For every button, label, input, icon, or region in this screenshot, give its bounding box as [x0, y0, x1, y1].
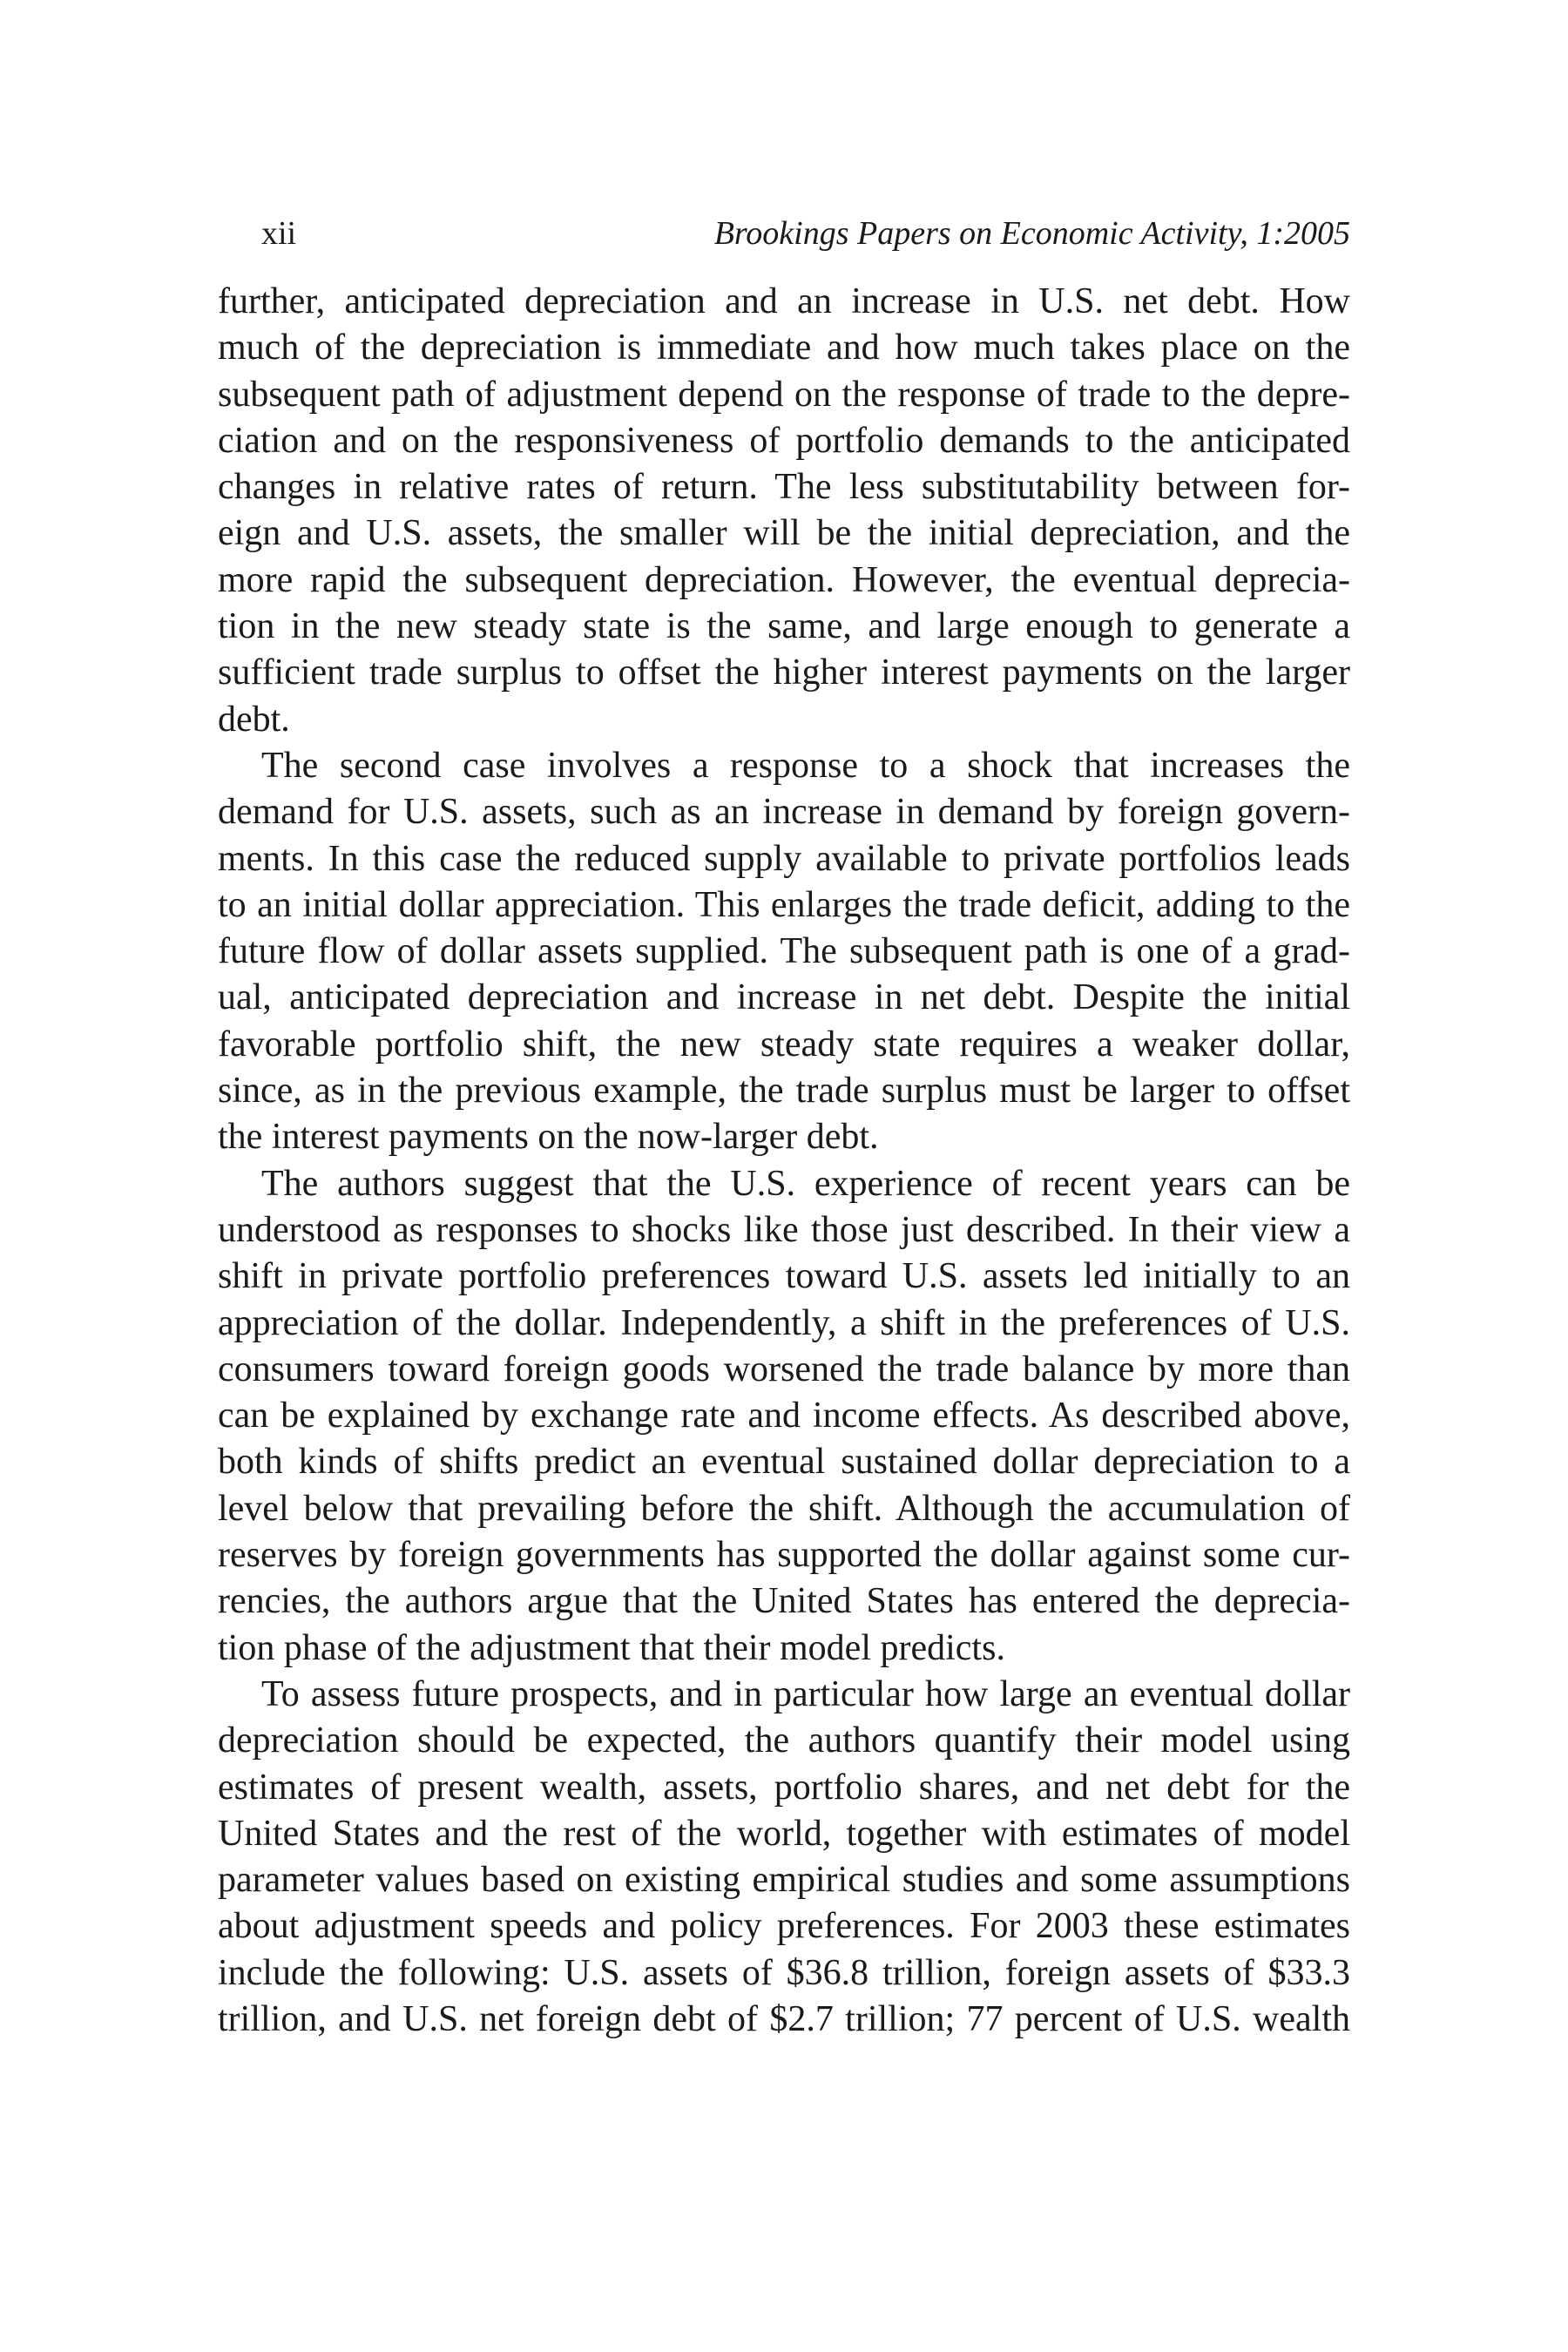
running-head [218, 207, 1350, 260]
text-line: much of the depreciation is immediate and how much takes place on the [218, 328, 1350, 368]
text-line: level below that prevailing before the shift. Although the accumulation of [218, 1488, 1350, 1529]
text-line: more rapid the subsequent depreciation. However, the eventual deprecia- [218, 559, 1350, 600]
text-line: tion phase of the adjustment that their model predicts. [218, 1627, 1005, 1668]
body-text [218, 279, 1350, 2043]
text-line: The authors suggest that the U.S. experience of recent years can be [261, 1163, 1350, 1204]
text-line: debt. [218, 699, 290, 740]
text-line: United States and the rest of the world, together with estimates of model [218, 1813, 1350, 1854]
text-line: consumers toward foreign goods worsened the trade balance by more than [218, 1348, 1350, 1389]
text-line: both kinds of shifts predict an eventual sustained dollar depreciation to a [218, 1442, 1350, 1483]
journal-title: Brookings Papers on Economic Activity, 1:2005 [713, 215, 1350, 252]
text-line: future flow of dollar assets supplied. The subsequent path is one of a grad- [218, 931, 1350, 972]
text-line: appreciation of the dollar. Independently, a shift in the preferences of U.S. [218, 1302, 1350, 1343]
text-line: subsequent path of adjustment depend on the response of trade to the depre- [218, 374, 1350, 415]
paragraph [218, 743, 1350, 1161]
text-line: The second case involves a response to a shock that increases the [261, 745, 1350, 786]
text-line: To assess future prospects, and in particular how large an eventual dollar [261, 1673, 1350, 1714]
text-line: ciation and on the responsiveness of portfolio demands to the anticipated [218, 420, 1350, 461]
text-line: parameter values based on existing empirical studies and some assumptions [218, 1860, 1350, 1901]
text-line: about adjustment speeds and policy preferences. For 2003 these estimates [218, 1906, 1350, 1947]
text-line: can be explained by exchange rate and income effects. As described above, [218, 1396, 1350, 1436]
text-line: rencies, the authors argue that the United States has entered the deprecia- [218, 1581, 1350, 1622]
text-line: ual, anticipated depreciation and increase in net debt. Despite the initial [218, 977, 1350, 1018]
text-line: shift in private portfolio preferences toward U.S. assets led initially to an [218, 1256, 1350, 1297]
text-line: the interest payments on the now-larger debt. [218, 1117, 879, 1158]
text-line: include the following: U.S. assets of $36.8 trillion, foreign assets of $33.3 [218, 1952, 1350, 1993]
text-line: tion in the new steady state is the same, and large enough to generate a [218, 606, 1350, 647]
text-line: estimates of present wealth, assets, portfolio shares, and net debt for the [218, 1767, 1350, 1808]
text-line: to an initial dollar appreciation. This enlarges the trade deficit, adding to the [218, 884, 1350, 925]
text-line: since, as in the previous example, the trade surplus must be larger to offset [218, 1071, 1350, 1112]
text-line: sufficient trade surplus to offset the higher interest payments on the larger [218, 652, 1350, 693]
text-line: reserves by foreign governments has supported the dollar against some cur- [218, 1535, 1350, 1576]
text-line: understood as responses to shocks like those just described. In their view a [218, 1209, 1350, 1250]
text-line: ments. In this case the reduced supply available to private portfolios leads [218, 838, 1350, 879]
paragraph [218, 1161, 1350, 1672]
paragraph [218, 1672, 1350, 2043]
text-line: depreciation should be expected, the authors quantify their model using [218, 1720, 1350, 1761]
paragraph [218, 279, 1350, 743]
text-line: trillion, and U.S. net foreign debt of $2.7 trillion; 77 percent of U.S. wealth [218, 1998, 1350, 2039]
text-line: further, anticipated depreciation and an increase in U.S. net debt. How [218, 281, 1350, 321]
text-line: favorable portfolio shift, the new steady state requires a weaker dollar, [218, 1024, 1350, 1064]
page-number: xii [261, 215, 297, 252]
text-line: changes in relative rates of return. The less substitutability between for- [218, 467, 1350, 508]
text-line: demand for U.S. assets, such as an increase in demand by foreign govern- [218, 792, 1350, 833]
text-line: eign and U.S. assets, the smaller will be the initial depreciation, and the [218, 513, 1350, 554]
